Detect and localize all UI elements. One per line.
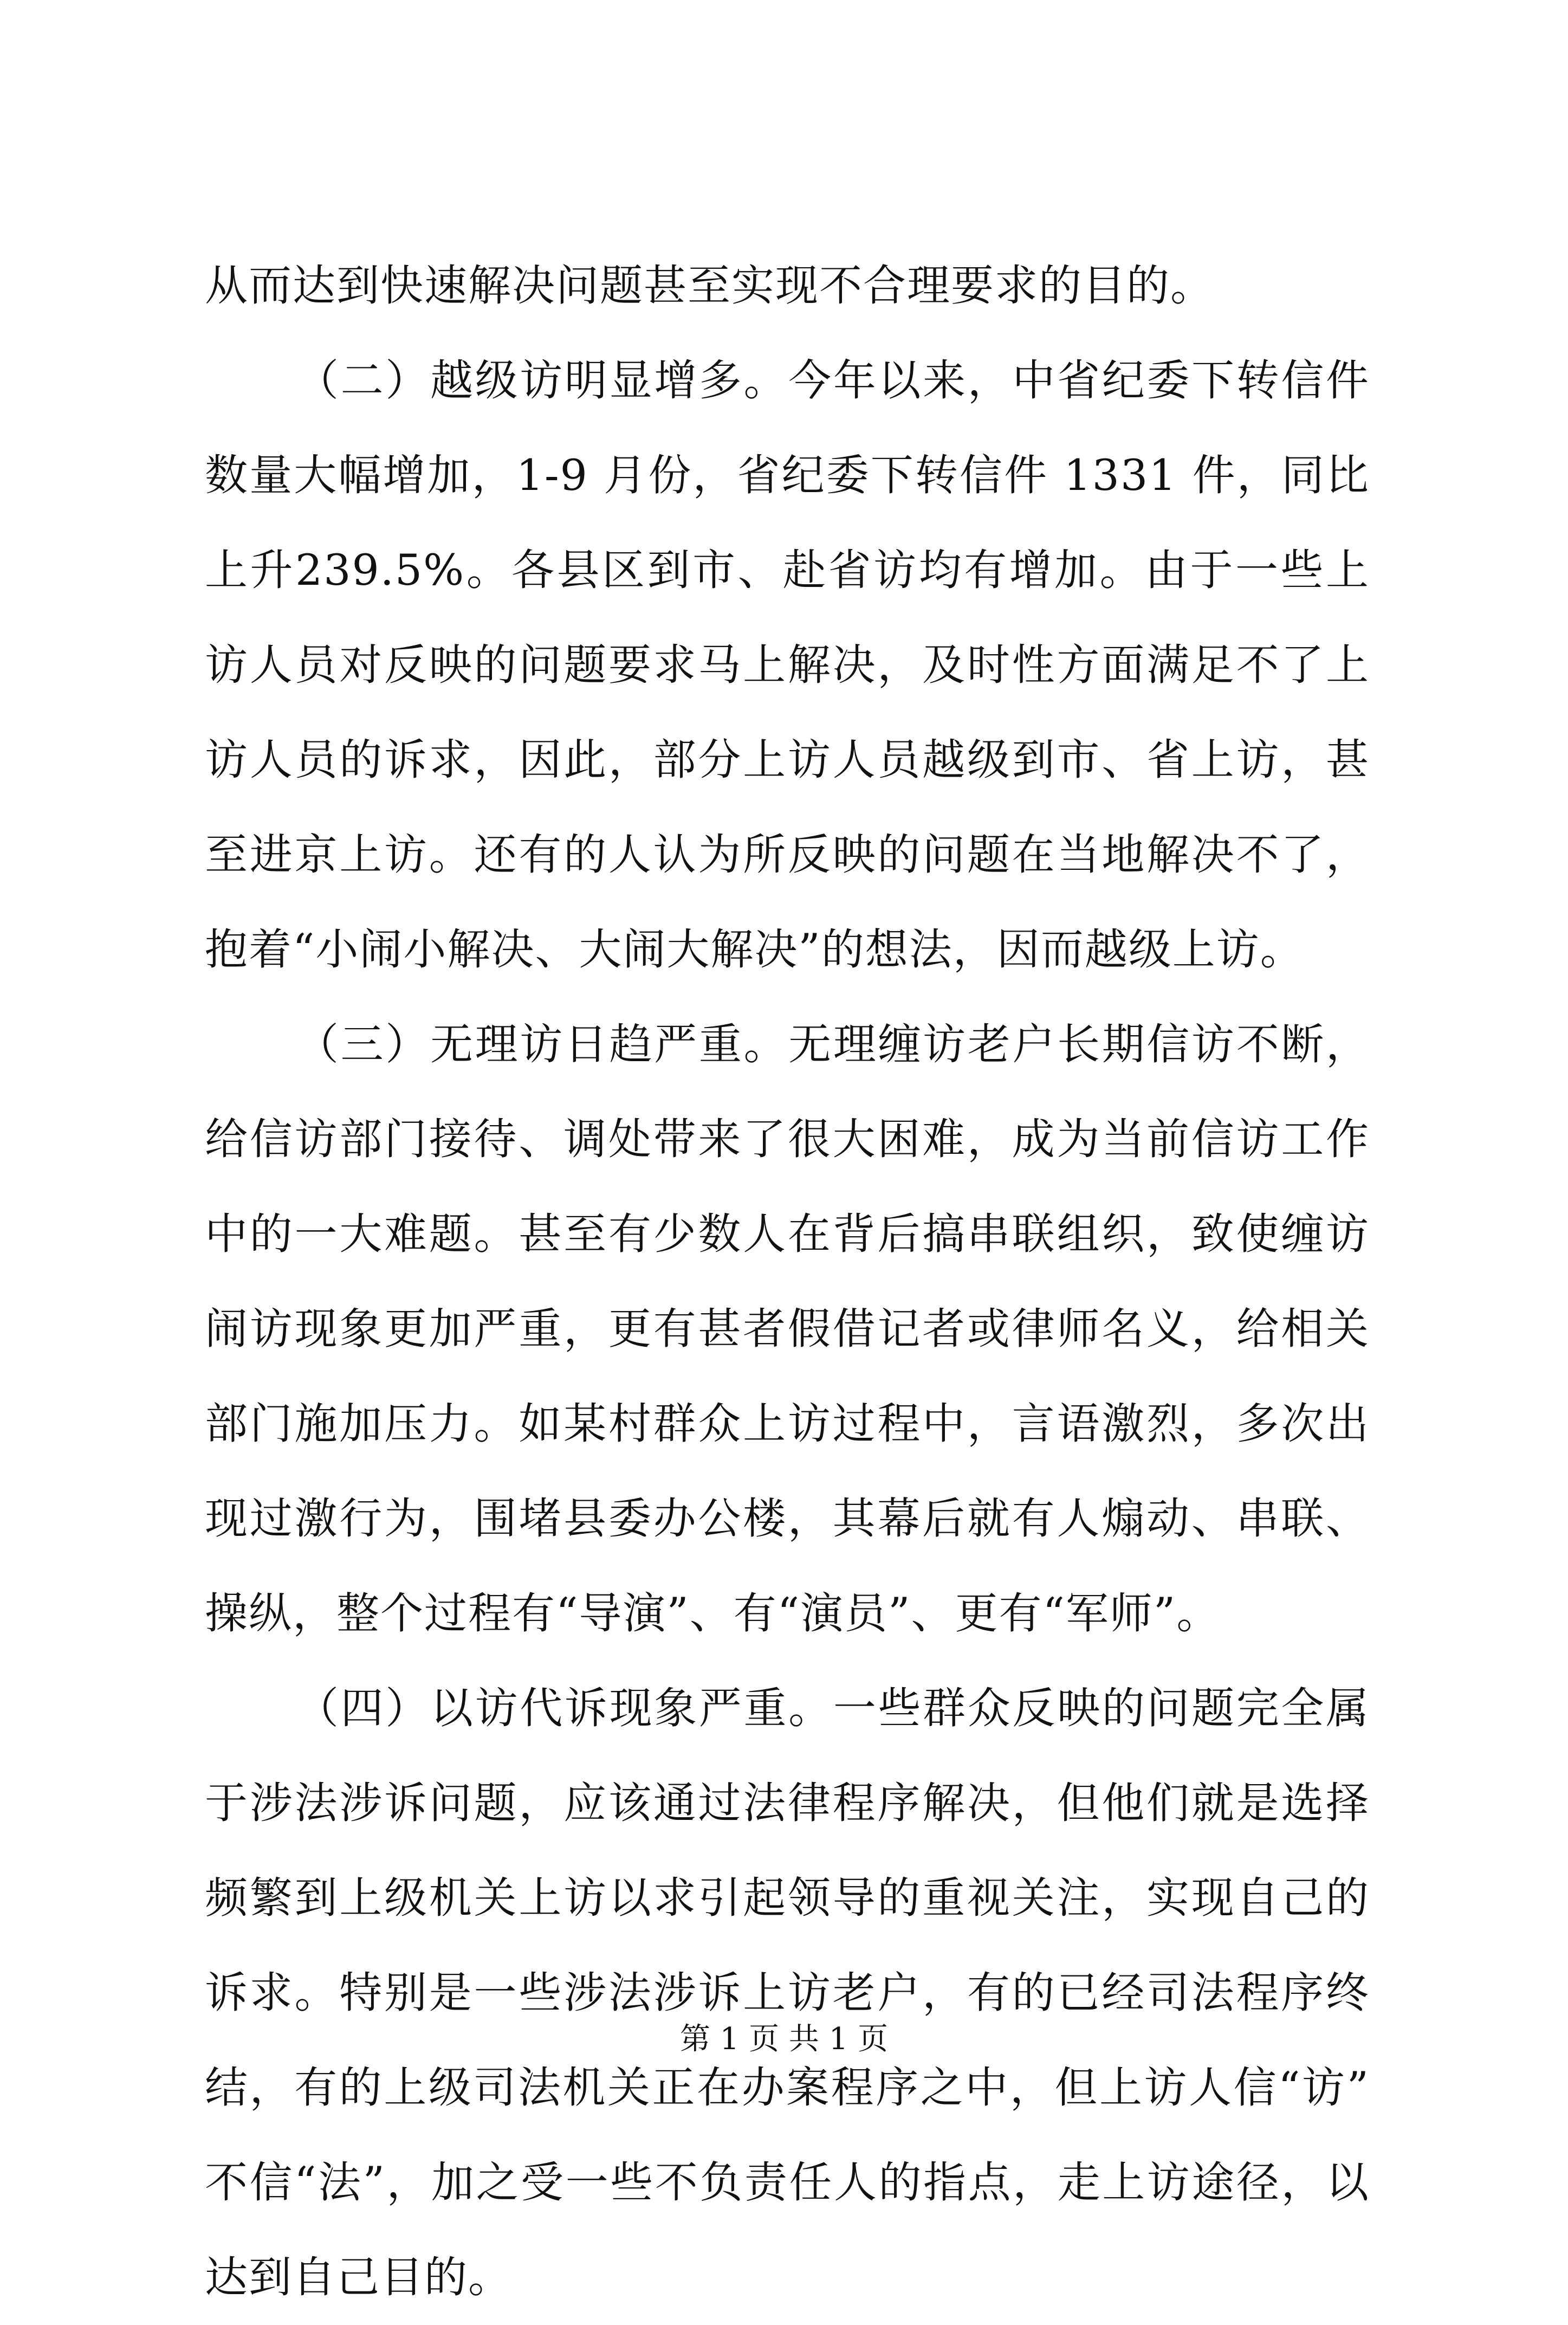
paragraph-continuation: 从而达到快速解决问题甚至实现不合理要求的目的。	[205, 261, 1214, 311]
paragraph-section-four: （四）以访代诉现象严重。一些群众反映的问题完全属于涉法涉诉问题，应该通过法律程序解决，但他们就是选择频繁到上级机关上访以求引起领导的重视关注，实现自己的诉求。特别是一些涉法涉诉上访老户，有的已经司法程序终结，有的上级司法机关正在办案程序之中，但上访人信“访”不信“法”，加之受一些不负责任人的指点，走上访途径，以达到自己目的。	[205, 1683, 1370, 2302]
paragraph-section-three: （三）无理访日趋严重。无理缠访老户长期信访不断，给信访部门接待、调处带来了很大困难，成为当前信访工作中的一大难题。甚至有少数人在背后搞串联组织，致使缠访闹访现象更加严重，更有甚者假借记者或律师名义，给相关部门施加压力。如某村群众上访过程中，言语激烈，多次出现过激行为，围堵县委办公楼，其幕后就有人煽动、串联、操纵，整个过程有“导演”、有“演员”、更有“军师”。	[205, 1019, 1370, 1638]
document-body	[205, 238, 1370, 2325]
page-footer: 第 1 页 共 1 页	[679, 2022, 889, 2057]
paragraph-section-two: （二）越级访明显增多。今年以来，中省纪委下转信件数量大幅增加，1-9 月份，省纪委下转信件 1331 件，同比上升239.5%。各县区到市、赴省访均有增加。由于一些上访人员对反映的问题要求马上解决，及时性方面满足不了上访人员的诉求，因此，部分上访人员越级到市、省上访，甚至进京上访。还有的人认为所反映的问题在当地解决不了，抱着“小闹小解决、大闹大解决”的想法，因而越级上访。	[205, 356, 1370, 974]
